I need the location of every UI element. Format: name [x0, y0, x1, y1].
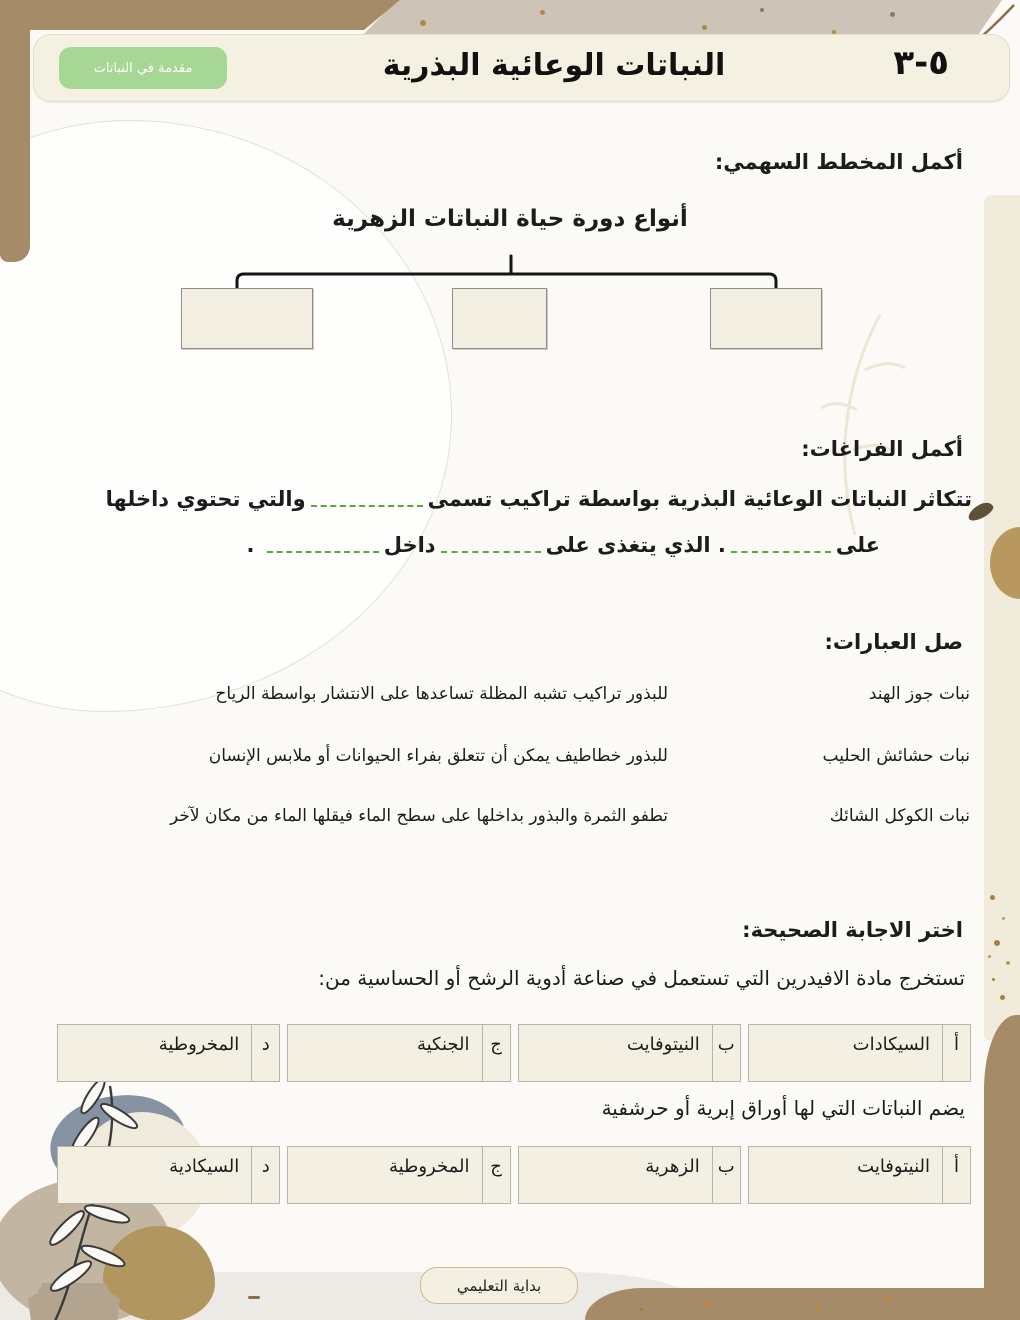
decor-dot — [540, 10, 545, 15]
fill-text: داخل — [383, 533, 436, 557]
fill-text: الذي يتغذى على — [545, 533, 711, 557]
option-label: السيكادية — [169, 1156, 240, 1177]
matching-heading: صل العبارات: — [824, 630, 963, 654]
decor-dot — [640, 1308, 643, 1311]
diagram-box[interactable] — [181, 288, 313, 349]
decor-dot — [420, 20, 426, 26]
decor-dot — [994, 940, 1000, 946]
fill-text: . — [717, 533, 726, 557]
section-number: ٥-٣ — [893, 43, 949, 83]
fill-blanks-line-1 — [106, 487, 972, 511]
arrow-chart-heading: أكمل المخطط السهمي: — [714, 150, 963, 174]
option-letter: ج — [482, 1025, 510, 1081]
fill-text: تتكاثر النباتات الوعائية البذرية بواسطة تراكيب تسمى — [427, 487, 972, 511]
mcq-question-1: تستخرج مادة الافيدرين التي تستعمل في صناعة أدوية الرشح أو الحساسية من: — [318, 966, 965, 990]
header-bar — [33, 34, 1010, 102]
decor-dot — [1000, 995, 1005, 1000]
matching-desc[interactable]: للبذور خطاطيف يمكن أن تتعلق بفراء الحيوانات أو ملابس الإنسان — [208, 746, 668, 766]
option-label: الزهرية — [645, 1156, 700, 1177]
decor-dot — [890, 12, 895, 17]
matching-row — [0, 746, 1020, 776]
page-title: النباتات الوعائية البذرية — [382, 48, 726, 83]
option-letter: ب — [712, 1147, 740, 1203]
fill-text: والتي تحتوي داخلها — [105, 487, 306, 511]
mcq-options-row-2 — [57, 1146, 971, 1204]
answer-blank[interactable] — [267, 538, 379, 553]
matching-name[interactable]: نبات الكوكل الشائك — [829, 806, 970, 826]
decor-dot — [992, 978, 995, 981]
option-label: السيكادات — [852, 1034, 930, 1055]
option-letter: ب — [712, 1025, 740, 1081]
lesson-badge-label: مقدمة في النباتات — [93, 60, 193, 76]
fill-blanks-heading: أكمل الفراغات: — [801, 437, 963, 461]
decor-dot — [760, 8, 764, 12]
mcq-option[interactable] — [518, 1146, 741, 1204]
decor-right-brown-strip — [984, 1015, 1020, 1320]
lesson-badge — [59, 47, 227, 89]
decor-dot — [702, 25, 707, 30]
arrow-chart-root-label: أنواع دورة حياة النباتات الزهرية — [332, 206, 688, 232]
option-letter: أ — [942, 1025, 970, 1081]
option-letter: د — [251, 1025, 279, 1081]
option-label: النيتوفايت — [626, 1034, 700, 1055]
mcq-heading: اختر الاجابة الصحيحة: — [742, 918, 963, 942]
fill-text: . — [246, 533, 255, 557]
option-letter: ج — [482, 1147, 510, 1203]
fill-text: على — [835, 533, 880, 557]
matching-name[interactable]: نبات حشائش الحليب — [822, 746, 970, 766]
decor-dot — [990, 895, 995, 900]
diagram-box[interactable] — [452, 288, 547, 349]
decor-brown-corner — [0, 0, 400, 30]
decor-dot — [988, 955, 991, 958]
decor-dot — [705, 1300, 710, 1305]
fill-blanks-line-2 — [246, 533, 880, 557]
mcq-options-row-1 — [57, 1024, 971, 1082]
mcq-option[interactable] — [57, 1024, 280, 1082]
answer-blank[interactable] — [311, 492, 423, 507]
option-label: المخروطية — [388, 1156, 470, 1177]
matching-name[interactable]: نبات جوز الهند — [868, 684, 970, 704]
decor-dot — [1006, 961, 1010, 965]
decor-dash — [248, 1296, 260, 1299]
decor-dot — [885, 1296, 889, 1300]
diagram-box[interactable] — [710, 288, 822, 349]
mcq-option[interactable] — [518, 1024, 741, 1082]
matching-row — [0, 806, 1020, 836]
option-label: الجنكية — [416, 1034, 470, 1055]
decor-dot — [1002, 917, 1005, 920]
mcq-option[interactable] — [57, 1146, 280, 1204]
decor-right-strip — [984, 195, 1020, 1040]
brand-badge-label: بداية التعليمي — [456, 1276, 542, 1295]
mcq-option[interactable] — [748, 1024, 971, 1082]
decor-footer-brown-bar — [585, 1288, 1020, 1320]
decor-dot — [815, 1306, 819, 1310]
matching-desc[interactable]: تطفو الثمرة والبذور بداخلها على سطح الماء فيقلها الماء من مكان لآخر — [170, 806, 668, 826]
answer-blank[interactable] — [731, 538, 831, 553]
option-label: النيتوفايت — [857, 1156, 930, 1177]
mcq-option[interactable] — [748, 1146, 971, 1204]
mcq-option[interactable] — [287, 1146, 510, 1204]
answer-blank[interactable] — [441, 538, 541, 553]
option-letter: د — [251, 1147, 279, 1203]
option-letter: أ — [942, 1147, 970, 1203]
mcq-question-2: يضم النباتات التي لها أوراق إبرية أو حرشفية — [601, 1096, 965, 1120]
matching-desc[interactable]: للبذور تراكيب تشبه المظلة تساعدها على الانتشار بواسطة الرياح — [215, 684, 668, 704]
option-label: المخروطية — [158, 1034, 240, 1055]
brand-badge — [420, 1267, 578, 1304]
matching-row — [0, 684, 1020, 714]
mcq-option[interactable] — [287, 1024, 510, 1082]
